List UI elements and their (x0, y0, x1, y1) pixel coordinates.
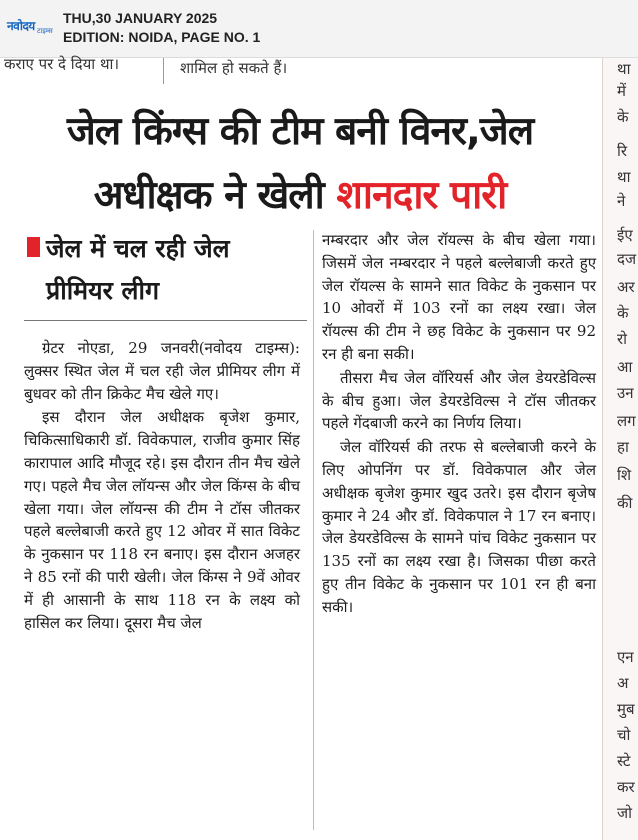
subheading-divider (24, 320, 307, 321)
article-paragraph: तीसरा मैच जेल वॉरियर्स और जेल डेयरडेविल्स के बीच हुआ। जेल डेयरडेविल्स ने टॉस जीतकर पहले गेंदबाजी करने का निर्णय लिया। (322, 368, 596, 433)
adjacent-fragment: दज (617, 250, 637, 268)
headline-line-2-red: शानदार पारी (336, 173, 507, 218)
adjacent-fragment: के (617, 108, 629, 126)
adjacent-article-strip (602, 58, 638, 840)
edition-header-bar (0, 0, 638, 58)
article-paragraph: जेल वॉरियर्स की तरफ से बल्लेबाजी करने के लिए ओपनिंग पर डॉ. विवेकपाल और जेल अधीक्षक बृजेश कुमार खुद उतरे। इस दौरान बृजेष कुमार ने 24 और डॉ. विवेकपाल ने 17 रन बनाए। जेल डेयरडेविल्स के सामने पांच विकेट नुकसान पर 135 रनों का लक्ष्य रखा है। जिसका पीछा करते हुए तीन विकेट के नुकसान पर 101 रन ही बना सकी। (322, 438, 596, 616)
article-paragraph: ग्रेटर नोएडा, 29 जनवरी(नवोदय टाइम्स): लुक्सर स्थित जेल में चल रही जेल प्रीमियर लीग में बुधवर को तीन क्रिकेट मैच खेले गए। (24, 339, 300, 403)
adjacent-fragment: था (617, 168, 631, 186)
edition-date: THU,30 JANUARY 2025 (63, 10, 218, 26)
adjacent-fragment: जो (617, 804, 633, 822)
adjacent-fragment: में (617, 82, 626, 100)
adjacent-fragment: की (617, 494, 633, 512)
adjacent-fragment: एन (617, 648, 634, 666)
adjacent-fragment: स्टे (617, 752, 631, 770)
adjacent-fragment: था (617, 60, 631, 78)
adjacent-fragment: के (617, 304, 629, 322)
adjacent-fragment: उन (617, 384, 634, 402)
adjacent-fragment: शि (617, 466, 632, 484)
headline-line-1: जेल किंग्स की टीम बनी विनर,जेल (66, 109, 534, 154)
adjacent-fragment: कर (617, 778, 635, 796)
logo-text: नवोदय (7, 19, 35, 33)
article-paragraph: इस दौरान जेल अधीक्षक बृजेश कुमार, चिकित्साधिकारी डॉ. विवेकपाल, राजीव कुमार सिंह कारापाल आदि मौजूद रहे। इस दौरान तीन मैच खेले गए। पहले मैच जेल लॉयन्स और जेल किंग्स के बीच खेला गया। जेल लॉयन्स की टीम ने टॉस जीतकर पहले बल्लेबाजी करते हुए 12 ओवर में सात विकेट के नुकसान पर 118 रन बनाए। इस दौरान अजहर ने 85 रनों की पारी खेली। जेल किंग्स ने 9वें ओवर में ही आसानी के साथ 118 रन के लक्ष्य को हासिल कर लिया। दूसरा मैच जेल (24, 408, 300, 632)
article-paragraph: नम्बरदार और जेल रॉयल्स के बीच खेला गया। जिसमें जेल नम्बरदार ने पहले बल्लेबाजी करते हुए जेल रॉयल्स के सामने सात विकेट के नुकसान पर 10 ओवरों में 103 रनों का लक्ष्य रखा। जेल रॉयल्स की टीम ने छह विकेट के नुकसान पर 92 रन ही बना सकी। (322, 231, 596, 363)
adjacent-fragment: अ (617, 674, 629, 692)
adjacent-fragment: आ (617, 358, 633, 376)
adjacent-fragment: लग (617, 412, 636, 430)
clipped-text-middle: शामिल हो सकते हैं। (180, 59, 288, 77)
edition-info (63, 9, 260, 47)
clipped-text-left: कराए पर दे दिया था। (4, 55, 120, 73)
subheading-marker (27, 237, 40, 257)
adjacent-fragment: ने (617, 192, 626, 210)
column-divider (313, 230, 314, 830)
article-column-2 (322, 229, 596, 620)
adjacent-fragment: चो (617, 726, 631, 744)
adjacent-fragment: मुब (617, 700, 635, 718)
adjacent-fragment: ईए (617, 226, 633, 244)
article-column-1 (24, 337, 300, 635)
logo-subtext: टाइम्स (37, 27, 53, 35)
adjacent-fragment: हा (617, 438, 629, 456)
adjacent-fragment: रि (617, 142, 628, 160)
headline-line-2 (0, 167, 600, 220)
adjacent-fragment: अर (617, 278, 635, 296)
adjacent-fragment: रो (617, 330, 628, 348)
newspaper-logo[interactable] (7, 17, 53, 39)
subheading: जेल में चल रही जेल प्रीमियर लीग (46, 234, 230, 305)
column-divider-top (163, 58, 164, 84)
headline-line-2-black: अधीक्षक ने खेली (93, 173, 324, 218)
edition-page: EDITION: NOIDA, PAGE NO. 1 (63, 29, 261, 45)
